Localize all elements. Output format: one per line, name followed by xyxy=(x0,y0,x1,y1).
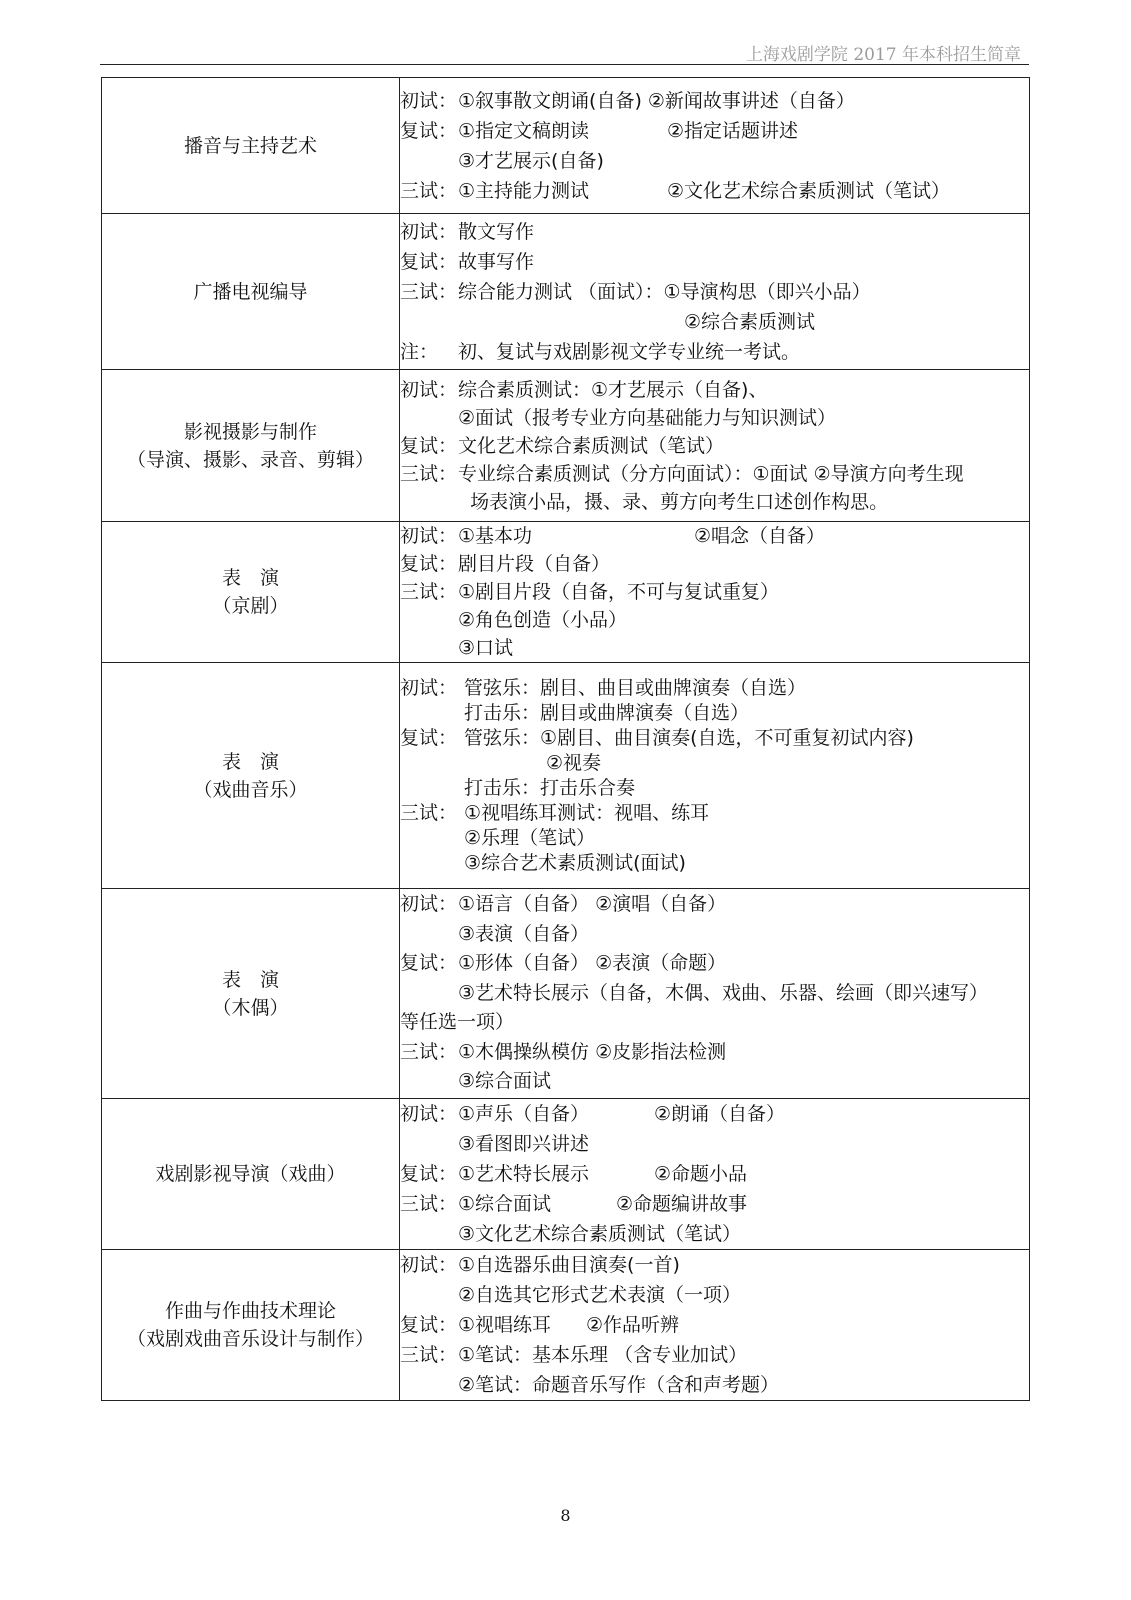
exam-item-text: 剧目片段（自备） xyxy=(458,553,611,575)
exam-item-text: ③文化艺术综合素质测试（笔试） xyxy=(458,1223,742,1245)
exam-line xyxy=(400,726,1029,751)
program-name-cell xyxy=(102,78,400,214)
exam-line xyxy=(400,1310,1029,1340)
program-name-line: （木偶） xyxy=(212,996,289,1019)
exam-item-text: 初、复试与戏剧影视文学专业统一考试。 xyxy=(458,340,801,363)
exam-line xyxy=(400,776,1029,801)
exam-stage-label: 初试： xyxy=(400,893,458,916)
exam-line xyxy=(400,701,1029,726)
exam-item-text: ①指定文稿朗读 xyxy=(458,119,590,142)
program-row xyxy=(102,663,1030,889)
exam-item-text: ③看图即兴讲述 xyxy=(458,1133,590,1155)
exam-item-text: ②文化艺术综合素质测试（笔试） xyxy=(667,179,951,202)
exam-stage-label: 三试： xyxy=(400,1344,458,1366)
program-name-cell xyxy=(102,370,400,522)
program-name-cell xyxy=(102,1099,400,1250)
exam-item-text: ③综合艺术素质测试(面试) xyxy=(458,851,686,874)
exam-item-text: ①基本功 xyxy=(458,525,533,547)
program-name-line: 影视摄影与制作 xyxy=(183,420,317,443)
exam-content-cell xyxy=(400,1099,1030,1250)
exam-item-text: ②唱念（自备） xyxy=(694,525,826,547)
exam-line xyxy=(400,578,1029,606)
program-name-line: 广播电视编导 xyxy=(193,280,308,303)
exam-stage-label: 复试： xyxy=(400,250,458,273)
exam-line xyxy=(400,432,1029,460)
exam-line xyxy=(400,217,1029,247)
exam-line xyxy=(400,488,1029,516)
program-name-line: 播音与主持艺术 xyxy=(183,134,317,157)
exam-item-text: ①主持能力测试 xyxy=(458,179,590,202)
exam-line xyxy=(400,1370,1029,1400)
exam-content-cell xyxy=(400,663,1030,889)
program-name-line: 作曲与作曲技术理论 xyxy=(164,1300,336,1322)
program-name-cell xyxy=(102,522,400,663)
program-row xyxy=(102,522,1030,663)
exam-item-text: ②命题小品 xyxy=(654,1163,748,1185)
exam-line xyxy=(400,1129,1029,1159)
exam-item-text: ②自选其它形式艺术表演（一项） xyxy=(458,1284,742,1306)
program-name-cell xyxy=(102,663,400,889)
exam-stage-label: 三试： xyxy=(400,581,458,603)
exam-line xyxy=(400,751,1029,776)
exam-item-text: ③才艺展示(自备) xyxy=(458,149,604,172)
exam-item-text: 综合素质测试：①才艺展示（自备)、 xyxy=(458,378,768,401)
program-name-cell xyxy=(102,1250,400,1401)
document-title: 上海戏剧学院 2017 年本科招生简章 xyxy=(745,45,1021,65)
exam-item-text: 文化艺术综合素质测试（笔试） xyxy=(458,434,725,457)
exam-content-cell xyxy=(400,889,1030,1099)
exam-item-text: ②命题编讲故事 xyxy=(616,1193,748,1215)
exam-line xyxy=(400,826,1029,851)
program-row xyxy=(102,78,1030,214)
exam-stage-label: 初试： xyxy=(400,220,458,243)
exam-item-text: ③表演（自备） xyxy=(458,922,590,945)
exam-stage-label: 三试： xyxy=(400,280,458,303)
exam-item-text: ①木偶操纵模仿 ②皮影指法检测 xyxy=(458,1040,727,1063)
exam-stage-label: 复试： xyxy=(400,434,458,457)
exam-item-text: 管弦乐：①剧目、曲目演奏(自选，不可重复初试内容) xyxy=(458,726,914,749)
exam-line xyxy=(400,676,1029,701)
exam-line xyxy=(400,1159,1029,1189)
exam-stage-label: 三试： xyxy=(400,1193,458,1215)
exam-item-text: ①艺术特长展示 xyxy=(458,1163,590,1185)
exam-item-text: 专业综合素质测试（分方向面试）：①面试 ②导演方向考生现 xyxy=(458,462,964,485)
exam-line xyxy=(400,522,1029,550)
exam-item-text: 场表演小品，摄、录、剪方向考生口述创作构思。 xyxy=(458,490,889,513)
exam-item-text: ②面试（报考专业方向基础能力与知识测试） xyxy=(458,406,837,429)
program-name-line: 表 演 xyxy=(221,968,279,991)
exam-line xyxy=(400,606,1029,634)
exam-line xyxy=(400,851,1029,876)
exam-stage-label: 初试： xyxy=(400,378,458,401)
exam-item-text: ①声乐（自备） xyxy=(458,1103,590,1125)
exam-content-cell xyxy=(400,370,1030,522)
exam-item-text: ②角色创造（小品） xyxy=(458,609,628,631)
exam-line xyxy=(400,307,1029,337)
exam-line xyxy=(400,116,1029,146)
exam-item-text: ③口试 xyxy=(458,637,514,659)
exam-content-cell xyxy=(400,214,1030,370)
exam-stage-label: 三试： xyxy=(400,179,458,202)
exam-line xyxy=(400,176,1029,206)
table-body xyxy=(102,78,1030,1401)
exam-line xyxy=(400,801,1029,826)
program-row xyxy=(102,1250,1030,1401)
exam-line xyxy=(400,1250,1029,1280)
program-name-line: 表 演 xyxy=(221,750,279,773)
exam-item-text: ②视奏 xyxy=(546,751,602,774)
exam-line xyxy=(400,86,1029,116)
exam-line xyxy=(400,1067,1029,1097)
program-name-line: 表 演 xyxy=(221,567,279,589)
exam-item-text: ①剧目片段（自备，不可与复试重复） xyxy=(458,581,780,603)
exam-stage-label: 注： xyxy=(400,340,439,363)
exam-line xyxy=(400,1038,1029,1068)
exam-item-text: ③艺术特长展示（自备，木偶、戏曲、乐器、绘画（即兴速写） xyxy=(458,981,989,1004)
exam-item-text: ①视唱练耳 xyxy=(458,1314,552,1336)
exam-line xyxy=(400,1219,1029,1249)
exam-stage-label: 复试： xyxy=(400,726,458,749)
exam-stage-label: 复试： xyxy=(400,1314,458,1336)
continuation-text: 等任选一项） xyxy=(400,1011,515,1034)
program-name-cell xyxy=(102,889,400,1099)
exam-content-cell xyxy=(400,78,1030,214)
exam-item-text: 打击乐：打击乐合奏 xyxy=(458,776,636,799)
program-name-line: （京剧） xyxy=(212,595,289,617)
exam-stage-label: 初试： xyxy=(400,676,458,699)
exam-line xyxy=(400,890,1029,920)
exam-stage-label: 三试： xyxy=(400,462,458,485)
exam-stage-label: 初试： xyxy=(400,89,458,112)
exam-line xyxy=(400,920,1029,950)
exam-stage-label: 三试： xyxy=(400,1040,458,1063)
exam-item-text: ②乐理（笔试） xyxy=(458,826,596,849)
program-name-line: （导演、摄影、录音、剪辑） xyxy=(126,448,374,471)
program-row xyxy=(102,214,1030,370)
exam-item-text: 打击乐：剧目或曲牌演奏（自选） xyxy=(458,701,750,724)
exam-line xyxy=(400,146,1029,176)
program-name-line: 戏剧影视导演（戏曲） xyxy=(155,1163,346,1185)
page-number: 8 xyxy=(560,1506,571,1525)
exam-item-text: ②朗诵（自备） xyxy=(654,1103,786,1125)
exam-line xyxy=(400,460,1029,488)
program-row xyxy=(102,889,1030,1099)
exam-line xyxy=(400,634,1029,662)
exam-item-text: ①自选器乐曲目演奏(一首) xyxy=(458,1254,680,1276)
exam-item-text: 综合能力测试 （面试）：①导演构思（即兴小品） xyxy=(458,280,871,303)
exam-item-text: ①叙事散文朗诵(自备) ②新闻故事讲述（自备） xyxy=(458,89,855,112)
exam-line xyxy=(400,1008,1029,1038)
exam-item-text: ①视唱练耳测试：视唱、练耳 xyxy=(458,801,710,824)
exam-stage-label: 初试： xyxy=(400,525,458,547)
program-name-cell xyxy=(102,214,400,370)
exam-line xyxy=(400,1189,1029,1219)
exam-stage-label: 复试： xyxy=(400,952,458,975)
program-row xyxy=(102,1099,1030,1250)
exam-line xyxy=(400,376,1029,404)
exam-line xyxy=(400,1340,1029,1370)
exam-item-text: ①综合面试 xyxy=(458,1193,552,1215)
exam-line xyxy=(400,949,1029,979)
program-name-line: （戏剧戏曲音乐设计与制作） xyxy=(126,1328,374,1350)
exam-line xyxy=(400,1280,1029,1310)
exam-stage-label: 初试： xyxy=(400,1103,458,1125)
exam-content-cell xyxy=(400,522,1030,663)
program-name-line: （戏曲音乐） xyxy=(193,778,308,801)
exam-line xyxy=(400,337,1029,367)
exam-item-text: ③综合面试 xyxy=(458,1070,552,1093)
exam-line xyxy=(400,247,1029,277)
exam-item-text: 散文写作 xyxy=(458,220,535,243)
exam-stage-label: 初试： xyxy=(400,1254,458,1276)
exam-stage-label: 复试： xyxy=(400,553,458,575)
exam-item-text: ①形体（自备） ②表演（命题） xyxy=(458,952,727,975)
exam-item-text: 故事写作 xyxy=(458,250,535,273)
exam-stage-label: 复试： xyxy=(400,119,458,142)
exam-stage-label: 复试： xyxy=(400,1163,458,1185)
program-row xyxy=(102,370,1030,522)
exam-stage-label: 三试： xyxy=(400,801,458,824)
exam-item-text: ②笔试：命题音乐写作（含和声考题） xyxy=(458,1374,780,1396)
exam-item-text: ①语言（自备） ②演唱（自备） xyxy=(458,893,727,916)
exam-item-text: ②指定话题讲述 xyxy=(667,119,799,142)
exam-item-text: ①笔试：基本乐理 （含专业加试） xyxy=(458,1344,748,1366)
exam-item-text: ②作品听辨 xyxy=(586,1314,680,1336)
exam-requirements-table xyxy=(101,77,1030,1401)
exam-item-text: 管弦乐：剧目、曲目或曲牌演奏（自选） xyxy=(458,676,807,699)
exam-line xyxy=(400,550,1029,578)
exam-line xyxy=(400,404,1029,432)
exam-item-text: ②综合素质测试 xyxy=(684,310,816,333)
exam-line xyxy=(400,979,1029,1009)
exam-line xyxy=(400,1099,1029,1129)
exam-line xyxy=(400,277,1029,307)
exam-content-cell xyxy=(400,1250,1030,1401)
page-header xyxy=(100,38,1029,65)
